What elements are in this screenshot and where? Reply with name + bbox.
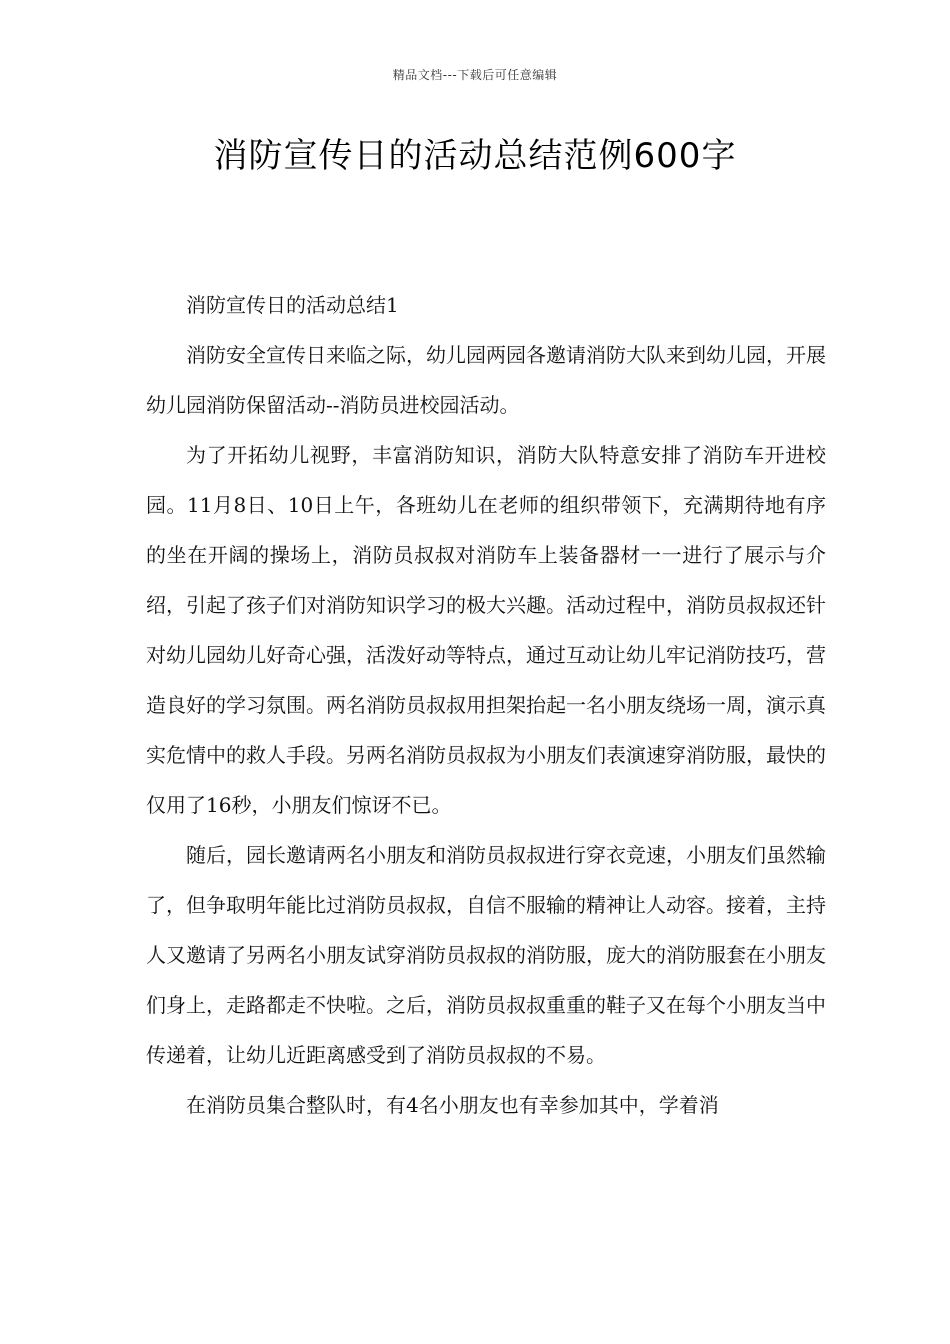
paragraph: 随后，园长邀请两名小朋友和消防员叔叔进行穿衣竞速，小朋友们虽然输了，但争取明年能比过消防员叔叔，自信不服输的精神让人动容。接着，主持人又邀请了另两名小朋友试穿消防员叔叔的消防服，庞大的消防服套在小朋友们身上，走路都走不快啦。之后，消防员叔叔重重的鞋子又在每个小朋友当中传递着，让幼儿近距离感受到了消防员叔叔的不易。 xyxy=(146,843,826,1067)
paragraph: 在消防员集合整队时，有4名小朋友也有幸参加其中，学着消 xyxy=(186,1093,719,1117)
header-note: 精品文档---下载后可任意编辑 xyxy=(392,68,558,82)
document-body xyxy=(146,280,826,1130)
section-heading: 消防宣传日的活动总结1 xyxy=(186,293,399,317)
paragraph: 为了开拓幼儿视野，丰富消防知识，消防大队特意安排了消防车开进校园。11月8日、10日上午，各班幼儿在老师的组织带领下，充满期待地有序的坐在开阔的操场上，消防员叔叔对消防车上装备器材一一进行了展示与介绍，引起了孩子们对消防知识学习的极大兴趣。活动过程中，消防员叔叔还针对幼儿园幼儿好奇心强，活泼好动等特点，通过互动让幼儿牢记消防技巧，营造良好的学习氛围。两名消防员叔叔用担架抬起一名小朋友绕场一周，演示真实危情中的救人手段。另两名消防员叔叔为小朋友们表演速穿消防服，最快的仅用了16秒，小朋友们惊讶不已。 xyxy=(146,443,826,817)
paragraph: 消防安全宣传日来临之际，幼儿园两园各邀请消防大队来到幼儿园，开展幼儿园消防保留活动--消防员进校园活动。 xyxy=(146,343,826,417)
document-title: 消防宣传日的活动总结范例600字 xyxy=(213,136,737,176)
